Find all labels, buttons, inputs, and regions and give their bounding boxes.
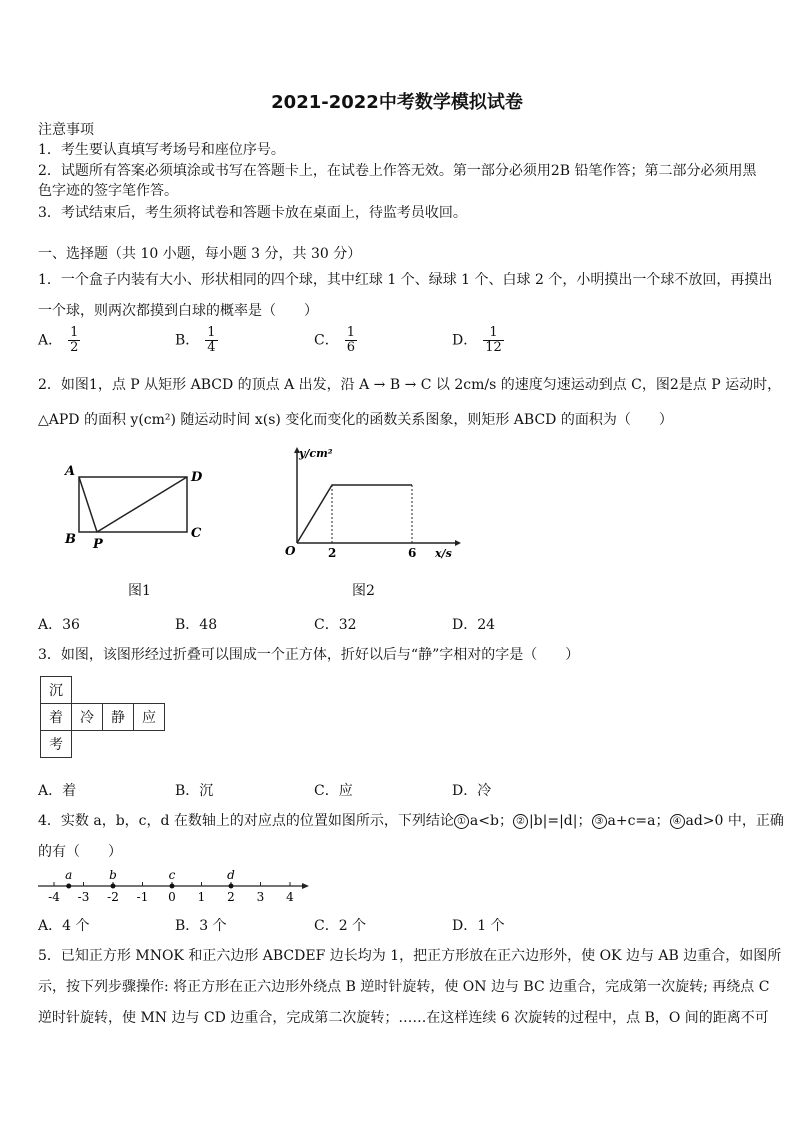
section-heading: 一、选择题（共 10 小题，每小题 3 分，共 30 分） [38, 246, 362, 262]
q4-option-d[interactable]: D．1 个 [452, 918, 505, 934]
net-cell: 冷 [72, 704, 103, 731]
page-title: 2021-2022中考数学模拟试卷 [271, 92, 523, 113]
tick-label: 0 [168, 890, 176, 904]
q2-option-c[interactable]: C．32 [314, 617, 357, 633]
tick-label: 3 [256, 890, 265, 904]
point-c [170, 884, 175, 889]
number-line [36, 862, 311, 906]
net-cell: 沉 [41, 677, 72, 704]
label-p: P [93, 537, 103, 552]
q3-option-d[interactable]: D．冷 [452, 783, 492, 799]
question-4-line: 的有（ ） [38, 844, 122, 860]
point-d [229, 884, 234, 889]
q3-option-b[interactable]: B．沉 [175, 783, 214, 799]
fraction: $\frac{1}{6}$ [346, 325, 355, 355]
question-2-line: △APD 的面积 y(cm²) 随运动时间 x(s) 变化而变化的函数关系图象，则矩形 ABCD 的面积为（ ） [38, 412, 673, 428]
tick-label: 4 [286, 890, 294, 904]
q1-option-d[interactable]: D． $\frac{1}{12}$ [452, 325, 502, 355]
notice-item: 3．考试结束后，考生须将试卷和答题卡放在桌面上，待监考员收回。 [38, 205, 467, 221]
q1-option-b[interactable]: B． $\frac{1}{4}$ [175, 325, 216, 355]
point-a [66, 884, 71, 889]
question-1-line: 一个球，则两次都摸到白球的概率是（ ） [38, 303, 318, 319]
q4-option-c[interactable]: C．2 个 [314, 918, 367, 934]
q4-option-a[interactable]: A．4 个 [38, 918, 90, 934]
point-label: d [227, 868, 235, 882]
tick-label: -2 [107, 890, 119, 904]
fraction: $\frac{1}{2}$ [70, 325, 79, 355]
q4-option-b[interactable]: B．3 个 [175, 918, 227, 934]
tick-label: 2 [227, 890, 235, 904]
tick-label: -3 [77, 890, 90, 904]
question-4-line: 4．实数 a，b，c，d 在数轴上的对应点的位置如图所示，下列结论 ① a<b； ② |b|=|d|； ③ a+c=a； ④ ad>0 中，正确 [38, 813, 784, 829]
question-1-line: 1．一个盒子内装有大小、形状相同的四个球，其中红球 1 个、绿球 1 个、白球 2 个，小明摸出一个球不放回，再摸出 [38, 272, 773, 288]
tick-label: 1 [197, 890, 206, 904]
net-cell: 应 [134, 704, 165, 731]
cube-net [40, 676, 165, 758]
figure-1-caption: 图1 [128, 583, 151, 599]
question-3-line: 3．如图，该图形经过折叠可以围成一个正方体，折好以后与“静”字相对的字是（ ） [38, 647, 580, 663]
question-5-line: 逆时针旋转，使 MN 边与 CD 边重合，完成第二次旋转；……在这样连续 6 次旋转的过程中，点 B，O 间的距离不可 [38, 1010, 769, 1026]
net-cell: 考 [41, 731, 72, 758]
tick-label: 6 [408, 546, 417, 560]
figure-2-graph [275, 445, 465, 565]
question-5-line: 5．已知正方形 MNOK 和正六边形 ABCDEF 边长均为 1，把正方形放在正六边形外，使 OK 边与 AB 边重合，如图所 [38, 948, 782, 964]
net-cell: 着 [41, 704, 72, 731]
origin-label: O [285, 544, 296, 558]
point-label: b [109, 868, 117, 882]
fraction: $\frac{1}{12}$ [485, 325, 502, 355]
point-label: c [168, 868, 176, 882]
q3-option-a[interactable]: A．着 [38, 783, 77, 799]
q1-option-a[interactable]: A． $\frac{1}{2}$ [38, 325, 79, 355]
notice-heading: 注意事项 [38, 122, 94, 138]
figure-2-caption: 图2 [352, 583, 375, 599]
label-d: D [191, 470, 203, 485]
notice-item: 2．试题所有答案必须填涂或书写在答题卡上，在试卷上作答无效。第一部分必须用2B 铅笔作答；第二部分必须用黑 [38, 163, 757, 179]
x-axis-label: x/s [435, 547, 452, 560]
q1-option-c[interactable]: C． $\frac{1}{6}$ [314, 325, 355, 355]
label-c: C [191, 526, 202, 541]
question-5-line: 示，按下列步骤操作: 将正方形在正六边形外绕点 B 逆时针旋转，使 ON 边与 BC 边重合，完成第一次旋转; 再绕点 C [38, 979, 770, 995]
y-axis-label: y/cm² [299, 447, 333, 460]
point-b [111, 884, 116, 889]
q2-option-d[interactable]: D．24 [452, 617, 496, 633]
tick-label: -1 [136, 890, 149, 904]
q2-option-b[interactable]: B．48 [175, 617, 218, 633]
tick-label: 2 [328, 546, 337, 560]
notice-item: 色字迹的签字笔作答。 [38, 183, 178, 199]
point-label: a [65, 868, 73, 882]
label-b: B [65, 532, 76, 547]
label-a: A [65, 464, 76, 479]
net-cell: 静 [103, 704, 134, 731]
tick-label: -4 [48, 890, 60, 904]
question-2-line: 2．如图1，点 P 从矩形 ABCD 的顶点 A 出发，沿 A → B → C 以 2cm/s 的速度匀速运动到点 C，图2是点 P 运动时， [38, 377, 782, 393]
fraction: $\frac{1}{4}$ [207, 325, 216, 355]
q2-option-a[interactable]: A．36 [38, 617, 80, 633]
notice-item: 1．考生要认真填写考场号和座位序号。 [38, 142, 285, 158]
q3-option-c[interactable]: C．应 [314, 783, 353, 799]
figure-1-rectangle [55, 455, 225, 555]
